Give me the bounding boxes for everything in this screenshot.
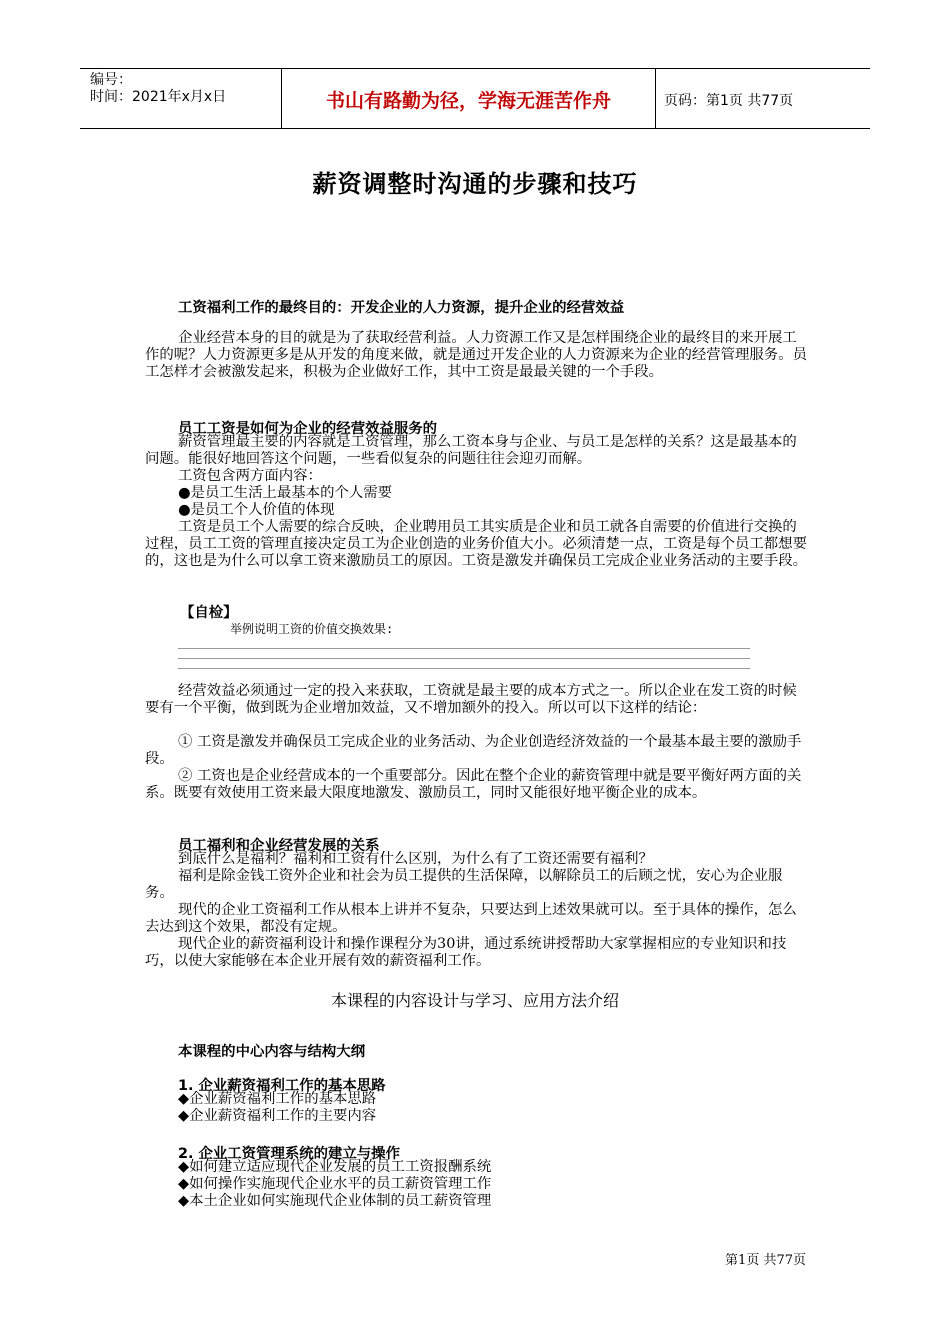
outline-part2-item: ◆本土企业如何实施现代企业体制的员工薪资管理 bbox=[178, 1193, 492, 1209]
outline-part2-item: ◆如何操作实施现代企业水平的员工薪资管理工作 bbox=[178, 1176, 492, 1192]
course-intro-heading: 本课程的内容设计与学习、应用方法介绍 bbox=[330, 991, 619, 1010]
section4-paragraph3: 现代的企业工资福利工作从根本上讲并不复杂，只要达到上述效果就可以。至于具体的操作，怎么去达到这个效果，都没有定规。 bbox=[145, 902, 797, 935]
outline-part1-title: 1. 企业薪资福利工作的基本思路 bbox=[178, 1078, 386, 1094]
section1-heading: 工资福利工作的最终目的：开发企业的人力资源，提升企业的经营效益 bbox=[178, 300, 625, 316]
header-top-rule bbox=[80, 68, 870, 69]
page-footer: 第1页 共77页 bbox=[725, 1253, 806, 1268]
section4-paragraph2: 福利是除金钱工资外企业和社会为员工提供的生活保障，以解除员工的后顾之忧，安心为企业服务。 bbox=[145, 868, 783, 901]
section2-paragraph2: 工资包含两方面内容： bbox=[178, 468, 322, 484]
section4-paragraph1: 到底什么是福利？福利和工资有什么区别，为什么有了工资还需要有福利？ bbox=[178, 851, 653, 867]
section4-heading: 员工福利和企业经营发展的关系 bbox=[178, 838, 380, 854]
outline-part2-item: ◆如何建立适应现代企业发展的员工工资报酬系统 bbox=[178, 1159, 492, 1175]
section3-paragraph2: ① 工资是激发并确保员工完成企业的业务活动、为企业创造经济效益的一个最基本最主要的激励手段。 bbox=[145, 734, 802, 767]
answer-line-1 bbox=[178, 648, 750, 649]
header-number: 编号： bbox=[90, 72, 132, 88]
section1-paragraph: 企业经营本身的目的就是为了获取经营利益。人力资源工作又是怎样围绕企业的最终目的来开展工作的呢？人力资源更多是从开发的角度来做，就是通过开发企业的人力资源来为企业的经营管理服务。员工怎样才会被激发起来，积极为企业做好工作，其中工资是最最关键的一个手段。 bbox=[145, 330, 807, 380]
section2-heading: 员工工资是如何为企业的经营效益服务的 bbox=[178, 421, 438, 437]
section3-paragraph1: 经营效益必须通过一定的投入来获取，工资就是最主要的成本方式之一。所以企业在发工资的时候要有一个平衡，做到既为企业增加效益，又不增加额外的投入。所以可以下这样的结论： bbox=[145, 683, 797, 716]
answer-line-3 bbox=[178, 668, 750, 669]
document-title: 薪资调整时沟通的步骤和技巧 bbox=[312, 170, 638, 198]
header-motto: 书山有路勤为径，学海无涯苦作舟 bbox=[325, 90, 611, 112]
section2-paragraph3: 工资是员工个人需要的综合反映，企业聘用员工其实质是企业和员工就各自需要的价值进行交换的过程，员工工资的管理直接决定员工为企业创造的业务价值大小。必须清楚一点，工资是每个员工都想要的，这也是为什么可以拿工资来激励员工的原因。工资是激发并确保员工完成企业业务活动的主要手段。 bbox=[145, 519, 807, 569]
header-meta bbox=[90, 72, 226, 106]
header-date: 时间：2021年x月x日 bbox=[90, 89, 227, 105]
answer-line-2 bbox=[178, 658, 750, 659]
section2-bullet1: ●是员工生活上最基本的个人需要 bbox=[178, 485, 393, 501]
outline-part1-item: ◆企业薪资福利工作的主要内容 bbox=[178, 1108, 377, 1124]
section2-bullet2: ●是员工个人价值的体现 bbox=[178, 502, 335, 518]
outline-part2-title: 2. 企业工资管理系统的建立与操作 bbox=[178, 1146, 400, 1162]
header-divider-right bbox=[655, 68, 656, 129]
outline-part1-item: ◆企业薪资福利工作的基本思路 bbox=[178, 1091, 377, 1107]
outline-heading: 本课程的中心内容与结构大纲 bbox=[178, 1044, 366, 1060]
header-bottom-rule bbox=[80, 128, 870, 129]
section3-paragraph3: ② 工资也是企业经营成本的一个重要部分。因此在整个企业的薪资管理中就是要平衡好两方面的关系。既要有效使用工资来最大限度地激发、激励员工，同时又能很好地平衡企业的成本。 bbox=[145, 768, 802, 801]
section4-paragraph4: 现代企业的薪资福利设计和操作课程分为30讲，通过系统讲授帮助大家掌握相应的专业知识和技巧，以使大家能够在本企业开展有效的薪资福利工作。 bbox=[145, 936, 787, 969]
header-page-number: 页码：第1页 共77页 bbox=[664, 93, 794, 109]
self-check-prompt: 举例说明工资的价值交换效果: bbox=[230, 622, 394, 636]
self-check-label: 【自检】 bbox=[180, 605, 238, 621]
section2-paragraph1: 薪资管理最主要的内容就是工资管理，那么工资本身与企业、与员工是怎样的关系？这是最基本的问题。能很好地回答这个问题，一些看似复杂的问题往往会迎刃而解。 bbox=[145, 434, 797, 467]
